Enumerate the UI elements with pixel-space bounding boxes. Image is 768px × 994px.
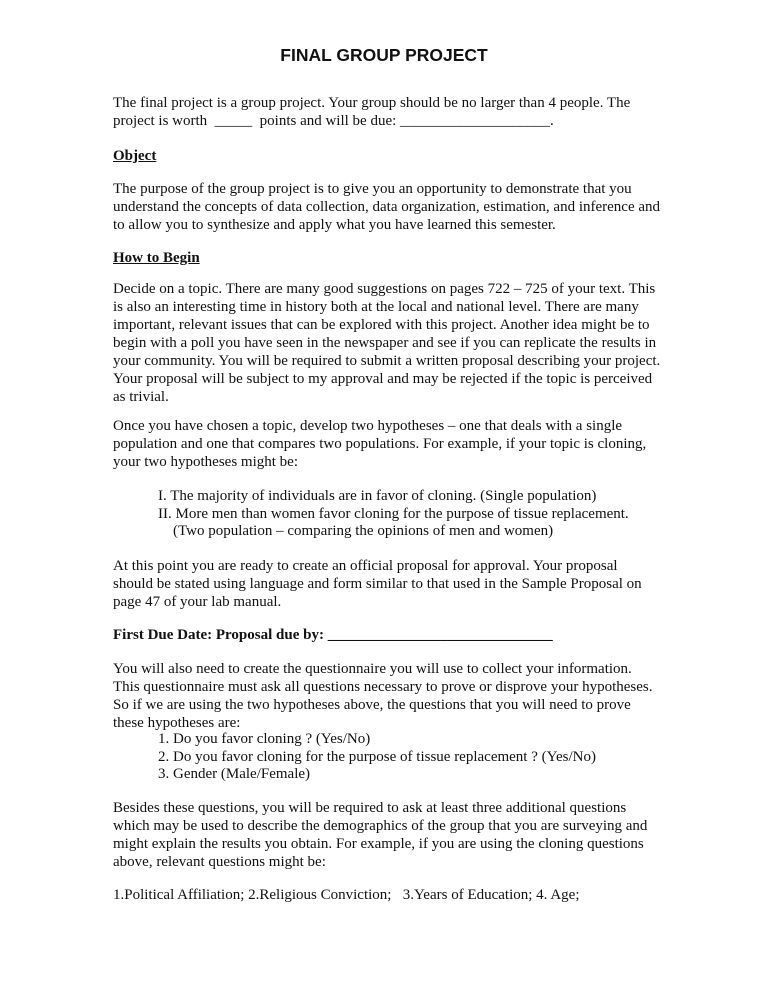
how-to-begin-paragraph: Decide on a topic. There are many good suggestions on pages 722 – 725 of your text. This is also an interesting time in history both at the local and national level. There are many important, relevant issues that can be explored with this project. Another idea might be to begin with a poll you have seen in the newspaper and see if you can replicate the results in your community. You will be required to submit a written proposal describing your project. Your proposal will be subject to my approval and may be rejected if the topic is perceived as trivial. [113,281,661,405]
first-due-date: First Due Date: Proposal due by: ______________________________ [113,627,553,643]
hypotheses-intro-paragraph: Once you have chosen a topic, develop two hypotheses – one that deals with a single population and one that compares two populations. For example, if your topic is cloning, your two hypotheses might be: [113,418,647,470]
hypothesis-2-note: (Two population – comparing the opinions of men and women) [173,523,554,539]
intro-paragraph [113,94,661,130]
intro-line-2: project is worth _____ points and will be due: ____________________. [113,113,554,129]
additional-questions-paragraph: Besides these questions, you will be required to ask at least three additional questions which may be used to describe the demographics of the group that you are surveying and might explain the results you obtain. For example, if you are using the cloning questions above, relevant questions might be: [113,800,648,870]
questionnaire-paragraph: You will also need to create the questionnaire you will use to collect your information. This questionnaire must ask all questions necessary to prove or disprove your hypotheses. So if we are using the two hypotheses above, the questions that you will need to prove these hypotheses are: [113,661,653,731]
question-2: 2. Do you favor cloning for the purpose of tissue replacement ? (Yes/No) [158,749,596,765]
question-3: 3. Gender (Male/Female) [158,766,311,782]
how-to-begin-heading: How to Begin [113,250,200,266]
hypothesis-2: II. More men than women favor cloning for the purpose of tissue replacement. [158,506,629,522]
proposal-paragraph: At this point you are ready to create an official proposal for approval. Your proposal should be stated using language and form similar to that used in the Sample Proposal on page 47 of your lab manual. [113,558,642,610]
question-1: 1. Do you favor cloning ? (Yes/No) [158,731,371,747]
object-heading: Object [113,148,157,164]
object-paragraph: The purpose of the group project is to give you an opportunity to demonstrate that you understand the concepts of data collection, data organization, estimation, and inference and to allow you to synthesize and apply what you have learned this semester. [113,181,661,233]
page-title: FINAL GROUP PROJECT [280,45,488,65]
demographic-questions: 1.Political Affiliation; 2.Religious Conviction; 3.Years of Education; 4. Age; [113,887,580,903]
hypothesis-1: I. The majority of individuals are in favor of cloning. (Single population) [158,488,597,504]
intro-line-1: The final project is a group project. Your group should be no larger than 4 people. The [113,95,631,111]
